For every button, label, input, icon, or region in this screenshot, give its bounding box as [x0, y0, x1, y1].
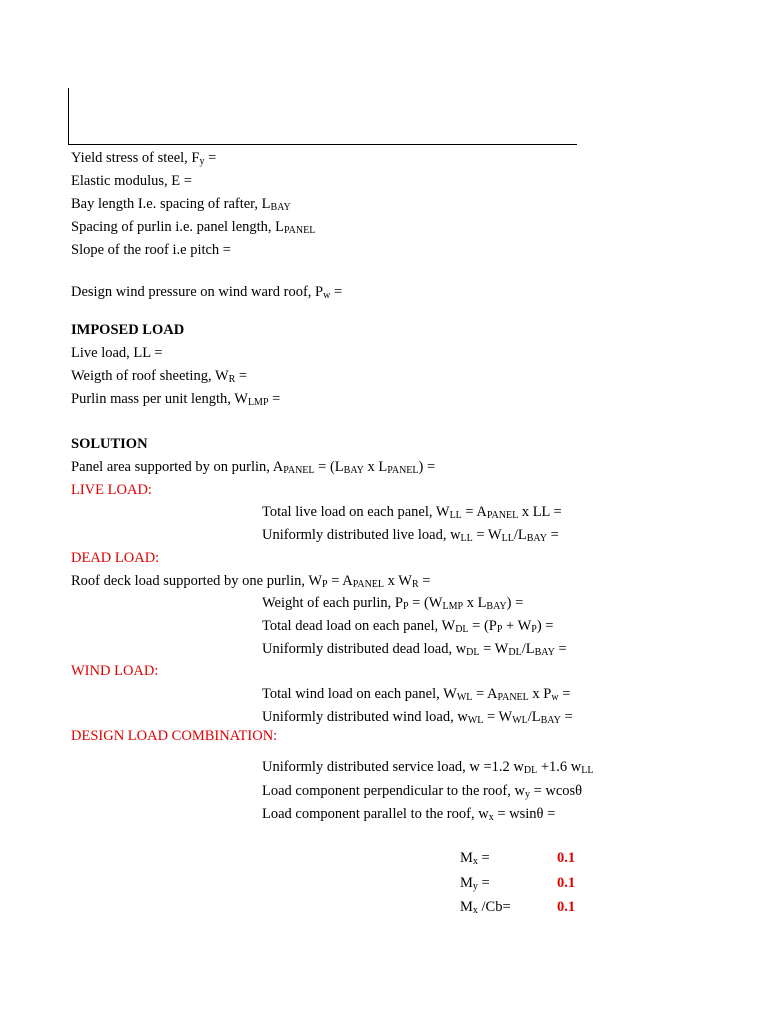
udl-dead-load-row: Uniformly distributed dead load, $w_{DL} = W_{DL}/L_{BAY}$ = [262, 641, 567, 658]
cell-border-bottom [68, 144, 577, 145]
moment-x-value: 0.1 [557, 850, 576, 866]
yield-stress-label: Yield stress of steel, $F_y$ = [71, 150, 217, 167]
live-load-heading: LIVE LOAD: [71, 482, 152, 498]
wind-pressure-label: Design wind pressure on wind ward roof, $P_w$ = [71, 284, 343, 301]
panel-area-row: Panel area supported by on purlin, $A_{PANEL} = (L_{BAY}$ x $L_{PANEL}$) = [71, 459, 436, 476]
imposed-load-heading: IMPOSED LOAD [71, 322, 185, 338]
perpendicular-component-row: Load component perpendicular to the roof, $w_y = wcos\theta$ [262, 783, 583, 800]
design-load-combination-heading: DESIGN LOAD COMBINATION: [71, 728, 278, 744]
roof-slope-label: Slope of the roof i.e pitch = [71, 242, 231, 258]
purlin-weight-row: Weight of each purlin, $P_P = (W_{LMP}$ x $L_{BAY}$) = [262, 595, 524, 612]
service-load-row: Uniformly distributed service load, w =1.2 $w_{DL} +1.6$ $w_{LL}$ [262, 759, 594, 776]
moment-x-label: $M_x$ = [460, 850, 490, 867]
total-wind-load-row: Total wind load on each panel, $W_{WL} = A_{PANEL}$ x $P_w$ = [262, 686, 571, 703]
cell-border-left [68, 88, 69, 145]
solution-heading: SOLUTION [71, 436, 148, 452]
dead-load-heading: DEAD LOAD: [71, 550, 160, 566]
moment-y-value: 0.1 [557, 875, 576, 891]
live-load-label: Live load, LL = [71, 345, 163, 361]
moment-x-cb-label: $M_x$ /Cb= [460, 899, 511, 916]
roof-sheeting-label: Weigth of roof sheeting, $W_R$ = [71, 368, 248, 385]
elastic-modulus-label: Elastic modulus, E = [71, 173, 192, 189]
wind-load-heading: WIND LOAD: [71, 663, 159, 679]
moment-x-cb-value: 0.1 [557, 899, 576, 915]
roof-deck-load-row: Roof deck load supported by one purlin, $W_P = A_{PANEL}$ x $W_R$ = [71, 573, 431, 590]
purlin-spacing-label: Spacing of purlin i.e. panel length, $L_{PANEL}$ [71, 219, 316, 236]
purlin-mass-label: Purlin mass per unit length, $W_{LMP}$ = [71, 391, 281, 408]
bay-length-label: Bay length I.e. spacing of rafter, $L_{BAY}$ [71, 196, 291, 213]
total-dead-load-row: Total dead load on each panel, $W_{DL} = (P_P + W_P)$ = [262, 618, 554, 635]
total-live-load-row: Total live load on each panel, $W_{LL} = A_{PANEL}$ x LL = [262, 504, 562, 521]
parallel-component-row: Load component parallel to the roof, $w_x = wsin\theta$ = [262, 806, 556, 823]
udl-live-load-row: Uniformly distributed live load, $w_{LL} = W_{LL}/L_{BAY}$ = [262, 527, 559, 544]
udl-wind-load-row: Uniformly distributed wind load, $w_{WL} = W_{WL}/L_{BAY}$ = [262, 709, 573, 726]
moment-y-label: $M_y$ = [460, 875, 490, 892]
